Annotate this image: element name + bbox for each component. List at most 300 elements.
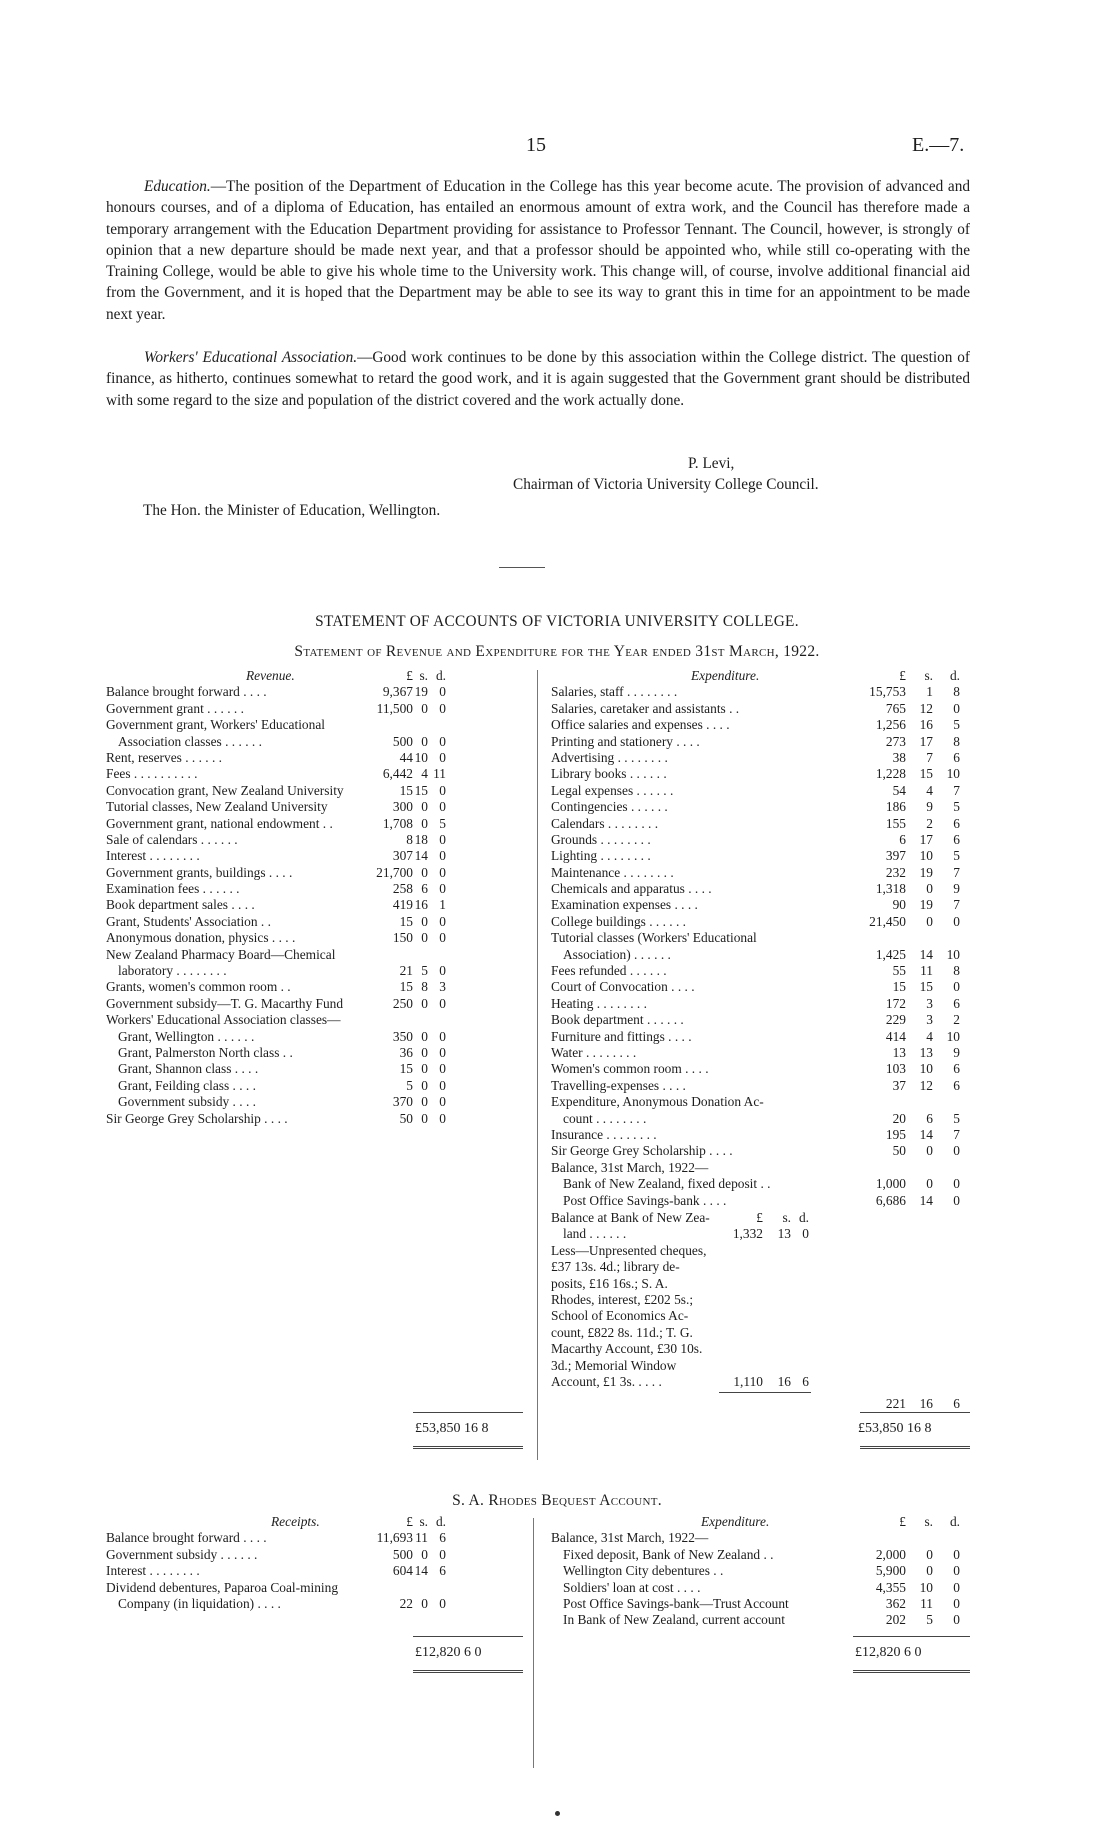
expenditure-amount-d: 7 (953, 864, 960, 880)
bank-amount-d: 0 (802, 1226, 809, 1242)
revenue-amount-s: 0 (421, 815, 428, 831)
expenditure-header-row (551, 668, 981, 684)
less-line (551, 1259, 981, 1275)
expenditure-amount-l: 1,228 (875, 766, 906, 782)
less-label: count, £822 8s. 11d.; T. G. (551, 1324, 693, 1340)
expenditure-amount-s: 0 (926, 1176, 933, 1192)
expenditure-amount-d: 8 (953, 684, 960, 700)
expenditure-label: Contingencies . . . . . . (551, 799, 668, 815)
rhodes-receipt-row (106, 1547, 526, 1563)
expenditure-amount-l: 1,318 (875, 881, 906, 897)
expenditure-amount-s: 10 (919, 848, 933, 864)
revenue-row (106, 865, 526, 881)
expenditure-amount-d: 6 (953, 1077, 960, 1093)
expenditure-amount-l: 6,686 (875, 1192, 906, 1208)
expenditure-total-rule (860, 1412, 970, 1413)
expenditure-amount-d: 0 (953, 1192, 960, 1208)
workers-heading: Workers' Educational Association. (144, 349, 358, 366)
revenue-label: Government subsidy . . . . (118, 1094, 256, 1110)
signatory-name: P. Levi, (688, 455, 735, 472)
revenue-row (106, 1012, 526, 1028)
rhodes-receipt-row (106, 1563, 526, 1579)
revenue-label: Grant, Shannon class . . . . (118, 1061, 259, 1077)
rhodes-receipts-column (106, 1514, 526, 1612)
expenditure-row (551, 1078, 981, 1094)
revenue-label: Sir George Grey Scholarship . . . . (106, 1110, 288, 1126)
expenditure-amount-l: 1,256 (875, 717, 906, 733)
expenditure-label: Library books . . . . . . (551, 766, 667, 782)
expenditure-row (551, 832, 981, 848)
revenue-amount-s: 14 (414, 848, 428, 864)
document-reference: E.—7. (912, 134, 965, 156)
expenditure-amount-s: 7 (926, 749, 933, 765)
rhodes-expenditure-amount-s: 0 (926, 1546, 933, 1562)
rhodes-receipts-total-rule (413, 1636, 523, 1637)
expenditure-label: Court of Convocation . . . . (551, 979, 695, 995)
expenditure-label: Insurance . . . . . . . . (551, 1126, 657, 1142)
expenditure-amount-s: 11 (920, 963, 933, 979)
revenue-amount-s: 16 (414, 897, 428, 913)
expenditure-amount-d: 5 (953, 1110, 960, 1126)
expenditure-amount-l: 155 (885, 815, 906, 831)
rhodes-expenditure-amount-d: 0 (953, 1595, 960, 1611)
statement-title: STATEMENT OF ACCOUNTS OF VICTORIA UNIVERSITY COLLEGE. (315, 613, 799, 630)
less-label: Account, £1 3s. . . . . (551, 1373, 662, 1389)
education-paragraph (106, 176, 970, 325)
expenditure-label: Calendars . . . . . . . . (551, 815, 659, 831)
bank-currency-s: s. (782, 1210, 791, 1225)
expenditure-amount-s: 10 (919, 1061, 933, 1077)
expenditure-row (551, 1176, 981, 1192)
revenue-amount-l: 150 (392, 930, 413, 946)
less-label: Rhodes, interest, £202 5s.; (551, 1291, 694, 1307)
expenditure-row (551, 766, 981, 782)
rhodes-receipt-amount-l: 22 (399, 1595, 413, 1611)
rhodes-expenditure-amount-d: 0 (953, 1612, 960, 1628)
expenditure-amount-d: 5 (953, 848, 960, 864)
expenditure-amount-s: 17 (919, 831, 933, 847)
rhodes-receipt-amount-s: 0 (421, 1595, 428, 1611)
revenue-amount-l: 8 (406, 831, 413, 847)
expenditure-label: Bank of New Zealand, fixed deposit . . (563, 1176, 771, 1192)
expenditure-amount-s: 6 (926, 1110, 933, 1126)
bank-label: land . . . . . . (563, 1226, 627, 1242)
rhodes-receipt-heading: Receipts. (271, 1514, 320, 1529)
rhodes-receipt-amount-s: 0 (421, 1546, 428, 1562)
expenditure-amount-d: 10 (946, 946, 960, 962)
revenue-row (106, 947, 526, 963)
rhodes-expenditure-heading: Expenditure. (701, 1514, 770, 1529)
revenue-label: Government grant, Workers' Educational (106, 717, 325, 733)
expenditure-total: £53,850 16 8 (858, 1421, 932, 1436)
revenue-amount-d: 0 (439, 913, 446, 929)
expenditure-row (551, 1029, 981, 1045)
rhodes-expenditure-amount-d: 0 (953, 1579, 960, 1595)
rhodes-receipt-amount-l: 11,693 (376, 1530, 413, 1546)
revenue-label: Grant, Palmerston North class . . (118, 1044, 293, 1060)
less-line (551, 1308, 981, 1324)
revenue-row (106, 816, 526, 832)
expenditure-amount-l: 229 (885, 1012, 906, 1028)
rhodes-receipt-row (106, 1596, 526, 1612)
education-heading: Education. (144, 178, 211, 195)
expenditure-amount-s: 14 (919, 1126, 933, 1142)
revenue-amount-l: 300 (392, 799, 413, 815)
column-divider (537, 670, 538, 1460)
expenditure-amount-d: 0 (953, 979, 960, 995)
revenue-row (106, 1045, 526, 1061)
expenditure-amount-s: 13 (919, 1044, 933, 1060)
expenditure-heading: Expenditure. (691, 668, 760, 683)
revenue-amount-l: 258 (392, 881, 413, 897)
expenditure-row (551, 1127, 981, 1143)
revenue-amount-s: 0 (421, 1077, 428, 1093)
revenue-row (106, 914, 526, 930)
rhodes-expenditure-total: £12,820 6 0 (855, 1645, 922, 1660)
expenditure-amount-s: 3 (926, 995, 933, 1011)
expenditure-amount-l: 186 (885, 799, 906, 815)
revenue-amount-s: 0 (421, 700, 428, 716)
rhodes-receipt-amount-l: 604 (392, 1563, 413, 1579)
revenue-amount-l: 21 (399, 963, 413, 979)
expenditure-amount-s: 15 (919, 766, 933, 782)
expenditure-amount-s: 17 (919, 733, 933, 749)
revenue-amount-d: 11 (433, 766, 446, 782)
revenue-amount-s: 15 (414, 782, 428, 798)
expenditure-amount-l: 103 (885, 1061, 906, 1077)
expenditure-label: Tutorial classes (Workers' Educational (551, 930, 757, 946)
expenditure-amount-l: 55 (892, 963, 906, 979)
revenue-amount-s: 4 (421, 766, 428, 782)
expenditure-amount-d: 10 (946, 766, 960, 782)
revenue-label: Grants, women's common room . . (106, 979, 291, 995)
expenditure-row (551, 914, 981, 930)
expenditure-amount-d: 0 (953, 1176, 960, 1192)
expenditure-amount-s: 12 (919, 700, 933, 716)
rhodes-receipt-amount-d: 0 (439, 1546, 446, 1562)
expenditure-amount-s: 14 (919, 946, 933, 962)
expenditure-amount-l: 13 (892, 1044, 906, 1060)
revenue-heading: Revenue. (246, 668, 295, 683)
expenditure-amount-d: 9 (953, 881, 960, 897)
expenditure-label: Grounds . . . . . . . . (551, 831, 651, 847)
expenditure-label: College buildings . . . . . . (551, 913, 687, 929)
revenue-row (106, 1094, 526, 1110)
revenue-amount-l: 15 (399, 913, 413, 929)
revenue-label: Fees . . . . . . . . . . (106, 766, 198, 782)
expenditure-row (551, 750, 981, 766)
expenditure-amount-d: 7 (953, 897, 960, 913)
expenditure-row (551, 979, 981, 995)
revenue-amount-d: 0 (439, 930, 446, 946)
revenue-amount-l: 11,500 (376, 700, 413, 716)
revenue-total-rule (413, 1412, 523, 1413)
expenditure-amount-d: 7 (953, 782, 960, 798)
expenditure-amount-d: 8 (953, 733, 960, 749)
less-line (551, 1341, 981, 1357)
revenue-label: laboratory . . . . . . . . (118, 963, 227, 979)
revenue-amount-d: 0 (439, 881, 446, 897)
revenue-amount-d: 0 (439, 782, 446, 798)
expenditure-amount-l: 54 (892, 782, 906, 798)
expenditure-label: Association) . . . . . . (563, 946, 671, 962)
expenditure-row (551, 848, 981, 864)
less-amount: 16 (777, 1373, 791, 1389)
rhodes-receipt-amount-s: 11 (415, 1530, 428, 1546)
net-balance-amount: 16 (919, 1396, 933, 1412)
revenue-amount-s: 18 (414, 831, 428, 847)
bank-currency-l: £ (756, 1210, 763, 1225)
expenditure-amount-d: 6 (953, 1061, 960, 1077)
revenue-amount-s: 0 (421, 864, 428, 880)
expenditure-row (551, 1111, 981, 1127)
expenditure-amount-s: 14 (919, 1192, 933, 1208)
revenue-row (106, 897, 526, 913)
expenditure-label: Heating . . . . . . . . (551, 995, 647, 1011)
rhodes-receipt-amount-d: 6 (439, 1563, 446, 1579)
revenue-amount-s: 0 (421, 1061, 428, 1077)
rhodes-expenditure-label: Fixed deposit, Bank of New Zealand . . (563, 1546, 774, 1562)
rhodes-expenditure-amount-l: 4,355 (875, 1579, 906, 1595)
expenditure-row (551, 865, 981, 881)
expenditure-label: Office salaries and expenses . . . . (551, 717, 730, 733)
less-line (551, 1358, 981, 1374)
revenue-label: Government grants, buildings . . . . (106, 864, 293, 880)
less-label: £37 13s. 4d.; library de- (551, 1259, 680, 1275)
revenue-amount-d: 0 (439, 733, 446, 749)
revenue-amount-s: 0 (421, 799, 428, 815)
expenditure-label: Printing and stationery . . . . (551, 733, 700, 749)
revenue-label: Rent, reserves . . . . . . (106, 749, 223, 765)
revenue-row (106, 963, 526, 979)
revenue-amount-d: 0 (439, 1077, 446, 1093)
rhodes-expenditure-amount-l: 2,000 (875, 1546, 906, 1562)
rhodes-receipt-amount-d: 6 (439, 1530, 446, 1546)
revenue-currency-s: s. (419, 668, 428, 683)
page-mark (555, 1811, 560, 1816)
rhodes-expenditure-row (551, 1530, 981, 1546)
revenue-amount-s: 0 (421, 1094, 428, 1110)
revenue-row (106, 1061, 526, 1077)
revenue-row (106, 1078, 526, 1094)
rhodes-receipt-label: Government subsidy . . . . . . (106, 1546, 258, 1562)
revenue-total: £53,850 16 8 (415, 1421, 489, 1436)
rhodes-receipt-currency-s: s. (419, 1514, 428, 1529)
less-label: 3d.; Memorial Window (551, 1357, 677, 1373)
expenditure-amount-d: 0 (953, 1143, 960, 1159)
rhodes-receipt-row (106, 1530, 526, 1546)
revenue-label: Balance brought forward . . . . (106, 684, 267, 700)
less-label: School of Economics Ac- (551, 1308, 689, 1324)
revenue-amount-s: 0 (421, 913, 428, 929)
revenue-amount-d: 0 (439, 799, 446, 815)
rhodes-receipt-label: Balance brought forward . . . . (106, 1530, 267, 1546)
revenue-amount-l: 15 (399, 782, 413, 798)
revenue-label: Government grant, national endowment . . (106, 815, 333, 831)
bank-line (551, 1210, 981, 1226)
rhodes-expenditure-row (551, 1563, 981, 1579)
revenue-row (106, 799, 526, 815)
revenue-row (106, 783, 526, 799)
rhodes-receipt-amount-d: 0 (439, 1595, 446, 1611)
expenditure-amount-s: 19 (919, 897, 933, 913)
revenue-amount-s: 0 (421, 995, 428, 1011)
rhodes-expenditure-currency-d: d. (949, 1514, 960, 1529)
expenditure-label: Lighting . . . . . . . . (551, 848, 651, 864)
revenue-amount-l: 9,367 (382, 684, 413, 700)
revenue-label: Examination fees . . . . . . (106, 881, 240, 897)
revenue-amount-d: 0 (439, 848, 446, 864)
revenue-row (106, 979, 526, 995)
page-number: 15 (526, 134, 546, 156)
revenue-row (106, 930, 526, 946)
less-line (551, 1243, 981, 1259)
bank-label: Balance at Bank of New Zea- (551, 1210, 710, 1225)
expenditure-amount-l: 232 (885, 864, 906, 880)
revenue-amount-l: 44 (399, 749, 413, 765)
net-balance-amount: 6 (953, 1396, 960, 1412)
expenditure-amount-s: 12 (919, 1077, 933, 1093)
expenditure-label: Travelling-expenses . . . . (551, 1077, 686, 1093)
rhodes-expenditure-double-rule (853, 1670, 970, 1673)
section-divider (499, 567, 545, 568)
revenue-row (106, 881, 526, 897)
expenditure-amount-d: 6 (953, 749, 960, 765)
expenditure-currency-d: d. (949, 668, 960, 683)
rhodes-receipt-label: Company (in liquidation) . . . . (118, 1595, 281, 1611)
revenue-amount-d: 0 (439, 963, 446, 979)
less-amount: 6 (802, 1373, 809, 1389)
revenue-row (106, 1111, 526, 1127)
less-label: posits, £16 16s.; S. A. (551, 1275, 668, 1291)
revenue-amount-d: 5 (439, 815, 446, 831)
expenditure-amount-d: 9 (953, 1044, 960, 1060)
rhodes-expenditure-amount-s: 11 (920, 1595, 933, 1611)
expenditure-amount-s: 4 (926, 1028, 933, 1044)
revenue-label: Tutorial classes, New Zealand University (106, 799, 328, 815)
expenditure-row (551, 963, 981, 979)
expenditure-label: Salaries, caretaker and assistants . . (551, 700, 740, 716)
revenue-currency-l: £ (406, 668, 413, 683)
expenditure-row (551, 717, 981, 733)
rhodes-expenditure-total-rule (853, 1636, 970, 1637)
revenue-amount-l: 500 (392, 733, 413, 749)
bank-subtotal-line (719, 1392, 811, 1393)
expenditure-row (551, 1045, 981, 1061)
rhodes-receipt-label: Dividend debentures, Paparoa Coal-mining (106, 1579, 339, 1595)
expenditure-amount-d: 6 (953, 831, 960, 847)
expenditure-amount-d: 0 (953, 700, 960, 716)
expenditure-amount-l: 38 (892, 749, 906, 765)
expenditure-row (551, 1193, 981, 1209)
rhodes-expenditure-label: Soldiers' loan at cost . . . . (563, 1579, 701, 1595)
revenue-label: Association classes . . . . . . (118, 733, 262, 749)
less-line (551, 1325, 981, 1341)
expenditure-label: Salaries, staff . . . . . . . . (551, 684, 678, 700)
rhodes-expenditure-amount-s: 0 (926, 1563, 933, 1579)
expenditure-amount-s: 0 (926, 881, 933, 897)
expenditure-amount-l: 6 (899, 831, 906, 847)
bank-amount-l: 1,332 (732, 1226, 763, 1242)
revenue-amount-s: 8 (421, 979, 428, 995)
bank-amount-s: 13 (777, 1226, 791, 1242)
expenditure-amount-l: 195 (885, 1126, 906, 1142)
revenue-label: Grant, Wellington . . . . . . (118, 1028, 255, 1044)
expenditure-label: count . . . . . . . . (563, 1110, 647, 1126)
revenue-amount-s: 0 (421, 1028, 428, 1044)
bank-currency-d: d. (798, 1210, 809, 1225)
revenue-column (106, 668, 526, 1127)
revenue-amount-s: 19 (414, 684, 428, 700)
expenditure-label: Examination expenses . . . . (551, 897, 698, 913)
revenue-label: Government subsidy—T. G. Macarthy Fund (106, 995, 344, 1011)
workers-text: —Good work continues to be done by this association within the College district. The question of finance, as hitherto, continues somewhat to retard the good work, and it is again suggested that the Government grant should be distributed with some regard to the size and population of the district covered and the work actually done. (106, 349, 970, 409)
expenditure-amount-d: 2 (953, 1012, 960, 1028)
expenditure-label: Balance, 31st March, 1922— (551, 1159, 709, 1175)
expenditure-label: Post Office Savings-bank . . . . (563, 1192, 727, 1208)
expenditure-row (551, 734, 981, 750)
revenue-amount-s: 0 (421, 930, 428, 946)
revenue-amount-l: 21,700 (376, 864, 413, 880)
expenditure-label: Legal expenses . . . . . . (551, 782, 674, 798)
addressee: The Hon. the Minister of Education, Wellington. (143, 502, 441, 519)
revenue-label: New Zealand Pharmacy Board—Chemical (106, 946, 336, 962)
revenue-label: Interest . . . . . . . . (106, 848, 200, 864)
expenditure-row (551, 701, 981, 717)
revenue-label: Workers' Educational Association classes— (106, 1012, 341, 1028)
revenue-row (106, 701, 526, 717)
expenditure-amount-s: 0 (926, 1143, 933, 1159)
rhodes-expenditure-amount-l: 5,900 (875, 1563, 906, 1579)
revenue-row (106, 832, 526, 848)
expenditure-amount-d: 5 (953, 799, 960, 815)
rhodes-expenditure-label: In Bank of New Zealand, current account (563, 1612, 785, 1628)
rhodes-receipt-currency-d: d. (435, 1514, 446, 1529)
revenue-total-double-rule (413, 1446, 523, 1449)
expenditure-row (551, 947, 981, 963)
expenditure-amount-l: 21,450 (869, 913, 906, 929)
revenue-amount-d: 0 (439, 1044, 446, 1060)
rhodes-title: S. A. Rhodes Bequest Account. (452, 1492, 662, 1509)
expenditure-amount-l: 1,425 (875, 946, 906, 962)
expenditure-amount-l: 37 (892, 1077, 906, 1093)
revenue-row (106, 848, 526, 864)
expenditure-label: Book department . . . . . . (551, 1012, 684, 1028)
expenditure-amount-d: 0 (953, 913, 960, 929)
revenue-row (106, 684, 526, 700)
expenditure-label: Maintenance . . . . . . . . (551, 864, 674, 880)
revenue-currency-d: d. (435, 668, 446, 683)
expenditure-label: Water . . . . . . . . (551, 1044, 637, 1060)
expenditure-currency-l: £ (899, 668, 906, 683)
revenue-label: Sale of calendars . . . . . . (106, 831, 238, 847)
expenditure-amount-s: 3 (926, 1012, 933, 1028)
revenue-amount-l: 1,708 (382, 815, 413, 831)
rhodes-receipt-amount-l: 500 (392, 1546, 413, 1562)
expenditure-amount-l: 1,000 (875, 1176, 906, 1192)
revenue-label: Anonymous donation, physics . . . . (106, 930, 296, 946)
expenditure-row (551, 799, 981, 815)
revenue-amount-l: 50 (399, 1110, 413, 1126)
revenue-label: Convocation grant, New Zealand University (106, 782, 344, 798)
expenditure-amount-l: 765 (885, 700, 906, 716)
expenditure-row (551, 1012, 981, 1028)
expenditure-amount-l: 172 (885, 995, 906, 1011)
expenditure-amount-l: 20 (892, 1110, 906, 1126)
rhodes-receipt-header-row (106, 1514, 526, 1530)
expenditure-amount-l: 414 (885, 1028, 906, 1044)
expenditure-amount-l: 15 (892, 979, 906, 995)
